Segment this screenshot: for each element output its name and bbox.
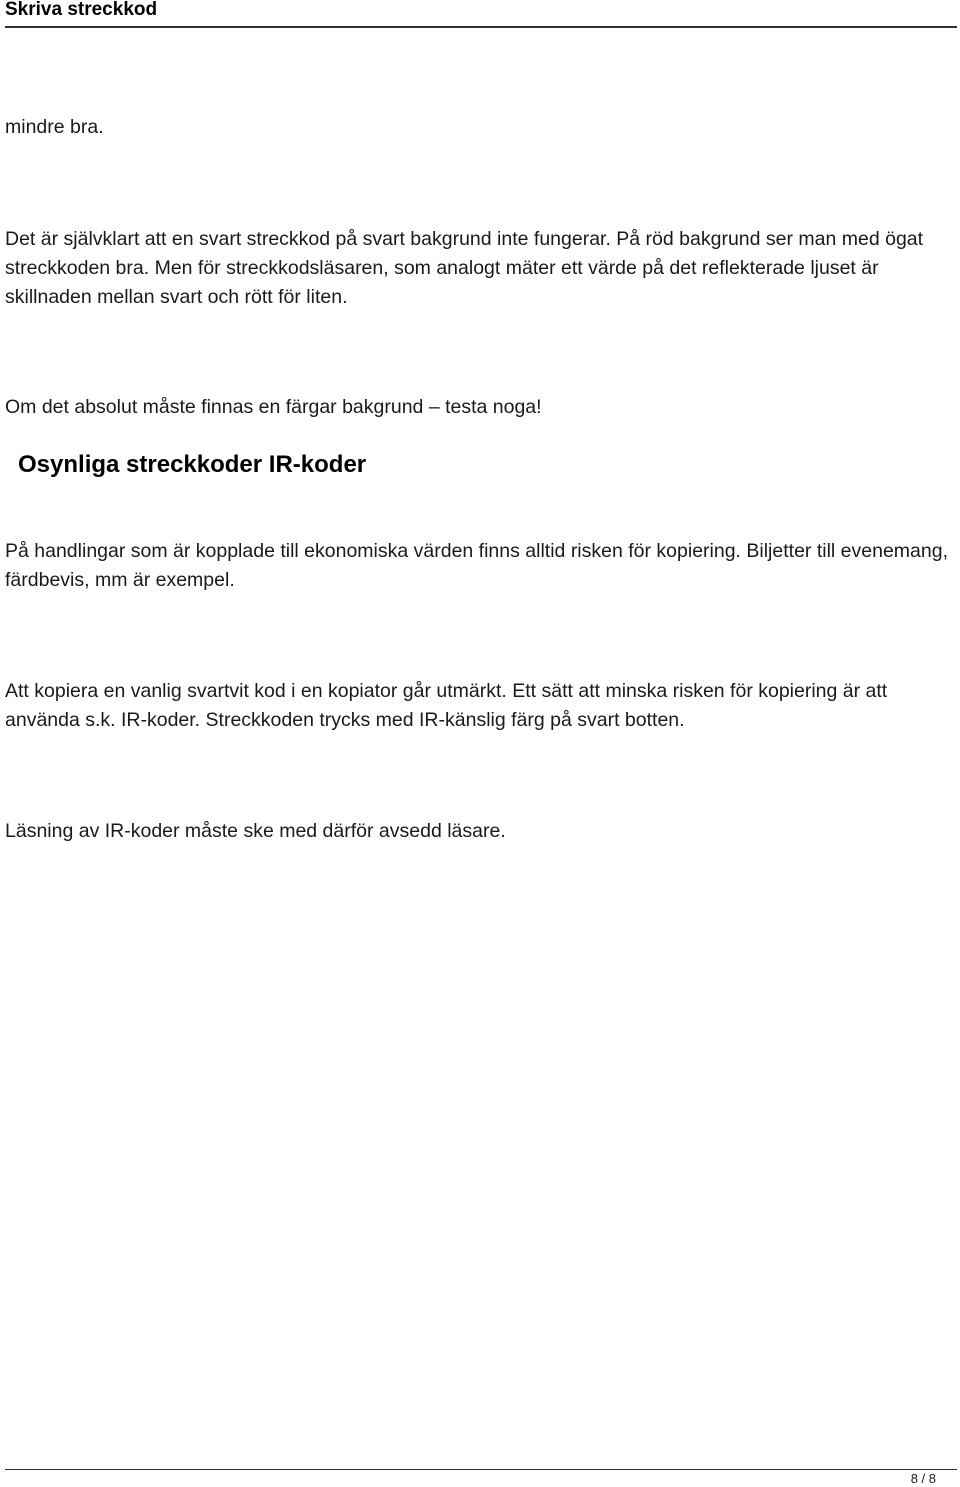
paragraph-continuation: mindre bra.	[5, 116, 104, 138]
paragraph-background-color: Det är självklart att en svart streckkod på svart bakgrund inte fungerar. På röd bakgrund ser man med ögat streckkoden bra. Men för streckkodsläsaren, som analogt mäter ett värde på det reflekterade ljuset är skillnaden mellan svart och rött för liten.	[5, 228, 924, 308]
paragraph-copy-risk: På handlingar som är kopplade till ekonomiska värden finns alltid risken för kopiering. Biljetter till evenemang, färdbevis, mm är exempel.	[5, 540, 948, 591]
page-footer-rule	[5, 1469, 957, 1470]
page-header	[5, 0, 957, 28]
paragraph-ir-codes: Att kopiera en vanlig svartvit kod i en kopiator går utmärkt. Ett sätt att minska risken för kopiering är att använda s.k. IR-koder. Streckkoden trycks med IR-känslig färg på svart botten.	[5, 680, 888, 731]
paragraph-test-warning: Om det absolut måste finnas en färgar bakgrund – testa noga!	[5, 396, 542, 418]
section-heading-ir-codes: Osynliga streckkoder IR-koder	[18, 451, 367, 478]
document-title: Skriva streckkod	[5, 0, 158, 20]
paragraph-ir-reader: Läsning av IR-koder måste ske med därför avsedd läsare.	[5, 820, 506, 842]
page-number: 8 / 8	[910, 1471, 936, 1486]
